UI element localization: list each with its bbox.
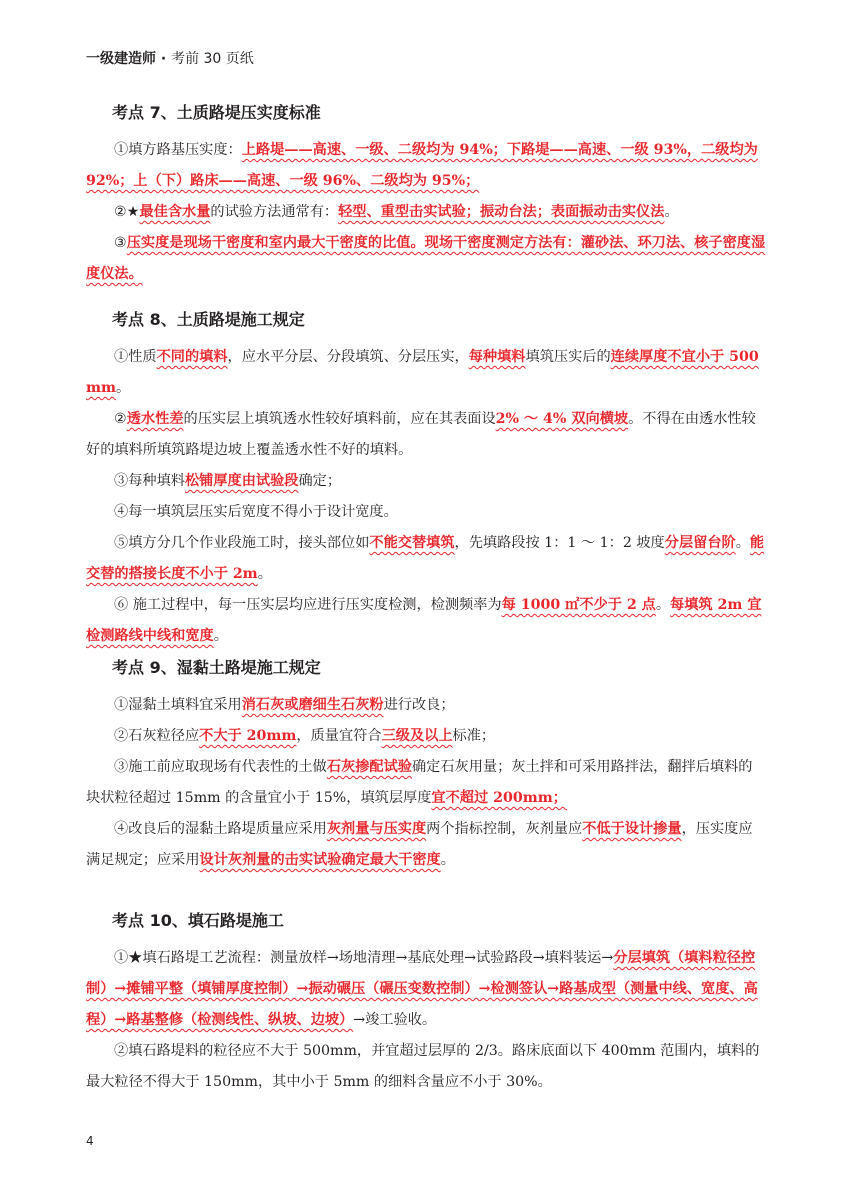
highlight: 能交替的搭接长度不小于 2m	[86, 535, 765, 582]
paragraph	[86, 590, 766, 652]
paragraph	[86, 814, 766, 876]
text: ，压实度应满足规定；应采用	[86, 821, 753, 868]
section-title: 考点 7、土质路堤压实度标准	[112, 103, 321, 122]
highlight: 石灰掺配试验	[326, 759, 412, 775]
section-title: 考点 8、土质路堤施工规定	[112, 310, 305, 329]
text: 。	[116, 380, 131, 396]
paragraph	[86, 690, 766, 721]
text: ①★填石路堤工艺流程：测量放样→场地清理→基底处理→试验路段→填料装运→	[114, 950, 614, 966]
highlight: 不低于设计掺量	[582, 821, 682, 837]
text: 。不得在由透水性较好的填料所填筑路堤边坡上覆盖透水性不好的填料。	[86, 411, 756, 458]
highlight: 分层留台阶	[664, 535, 736, 551]
paragraph	[86, 135, 766, 197]
section-10	[86, 908, 766, 1098]
highlight: 消石灰或磨细生石灰粉	[241, 697, 384, 713]
highlight: 不同的填料	[156, 349, 228, 365]
text: ，质量宜符合	[296, 728, 382, 744]
highlight: 三级及以上	[381, 728, 453, 744]
section-title: 考点 9、湿黏土路堤施工规定	[112, 658, 321, 677]
highlight: 不能交替填筑	[369, 535, 455, 551]
text: 。	[257, 566, 272, 582]
text: 的试验方法通常有：	[210, 204, 339, 220]
highlight: 上路堤——高速、一级、二级均为 94%；下路堤——高速、一级 93%，二级均为 92%；上（下）路床——高速、一级 96%、二级均为 95%；	[86, 142, 758, 189]
header-separator: ·	[160, 51, 167, 67]
text: 确定；	[298, 473, 342, 489]
paragraph	[86, 943, 766, 1036]
text: ①性质	[114, 349, 157, 365]
highlight: 松铺厚度由试验段	[184, 473, 299, 489]
highlight: 每填筑 2m 宜检测路线中线和宽度	[86, 597, 762, 644]
section-8	[86, 307, 766, 652]
text: 两个指标控制，灰剂量应	[426, 821, 583, 837]
text: 确定石灰用量；灰土拌和可采用路拌法，翻拌后填料的块状粒径超过 15mm 的含量宜小于 15%，填筑层厚度	[86, 759, 753, 806]
header-brand: 一级建造师	[86, 51, 156, 67]
text: ①湿黏土填料宜采用	[114, 697, 242, 713]
highlight: 轻型、重型击实试验；振动台法；表面振动击实仪法	[338, 204, 665, 220]
paragraph	[86, 466, 766, 497]
text: 。	[664, 204, 679, 220]
paragraph	[86, 752, 766, 814]
page-header	[86, 48, 254, 68]
paragraph	[86, 197, 766, 228]
text: ①填方路基压实度：	[114, 142, 242, 158]
text: ②★	[114, 204, 140, 220]
text: ④改良后的湿黏土路堤质量应采用	[114, 821, 327, 837]
paragraph	[86, 228, 766, 290]
text: →竣工验收。	[353, 1012, 437, 1028]
text: ③施工前应取现场有代表性的土做	[114, 759, 327, 775]
highlight: 灰剂量与压实度	[326, 821, 427, 837]
text: ②石灰粒径应	[114, 728, 200, 744]
text: ⑥ 施工过程中，每一压实层均应进行压实度检测，检测频率为	[114, 597, 502, 613]
paragraph	[86, 404, 766, 466]
highlight: 连续厚度不宜小于 500mm	[86, 349, 759, 396]
paragraph	[86, 528, 766, 590]
text: ⑤填方分几个作业段施工时，接头部位如	[114, 535, 370, 551]
highlight: 压实度是现场干密度和室内最大干密度的比值。现场干密度测定方法有：灌砂法、环刀法、核子密度湿度仪法。	[86, 235, 766, 282]
paragraph	[86, 342, 766, 404]
highlight: 宜不超过 200mm；	[431, 790, 567, 806]
text: 。	[440, 852, 455, 868]
text: ②	[114, 411, 127, 427]
section-9	[86, 655, 766, 876]
highlight: 最佳含水量	[139, 204, 211, 220]
highlight: 2% ～ 4% 双向横坡	[495, 411, 629, 427]
text: 。	[213, 628, 228, 644]
text: ③每种填料	[114, 473, 185, 489]
paragraph: ④每一填筑层压实后宽度不得小于设计宽度。	[114, 504, 398, 520]
text: 。	[655, 597, 671, 613]
text: 。	[735, 535, 750, 551]
page-number: 4	[86, 1134, 94, 1148]
highlight: 每 1000 ㎡不少于 2 点	[501, 597, 656, 613]
text: 进行改良；	[383, 697, 455, 713]
section-7	[86, 100, 766, 290]
highlight: 透水性差	[126, 411, 184, 427]
highlight: 分层填筑（填料粒径控制）→摊铺平整（填铺厚度控制）→振动碾压（碾压变数控制）→检测签认→路基成型（测量中线、宽度、高程）→路基整修（检测线性、纵坡、边坡）	[86, 950, 758, 1028]
paragraph	[86, 721, 766, 752]
text: ，应水平分层、分段填筑、分层压实，	[227, 349, 469, 365]
text: 的压实层上填筑透水性较好填料前，应在其表面设	[183, 411, 496, 427]
highlight: 每种填料	[468, 349, 526, 365]
header-subtitle: 考前 30 页纸	[171, 51, 254, 67]
text: 标准；	[452, 728, 496, 744]
paragraph: ②填石路堤料的粒径应不大于 500mm，并宜超过层厚的 2/3。路床底面以下 400mm 范围内，填料的最大粒径不得大于 150mm，其中小于 5mm 的细料含量应不小于 30%。	[86, 1043, 760, 1090]
highlight: 不大于 20mm	[199, 728, 297, 744]
text: ③	[114, 235, 127, 251]
section-title: 考点 10、填石路堤施工	[112, 911, 284, 930]
highlight: 设计灰剂量的击实试验确定最大干密度	[199, 852, 441, 868]
text: ，先填路段按 1：1 ～ 1：2 坡度	[454, 535, 665, 551]
text: 填筑压实后的	[525, 349, 611, 365]
